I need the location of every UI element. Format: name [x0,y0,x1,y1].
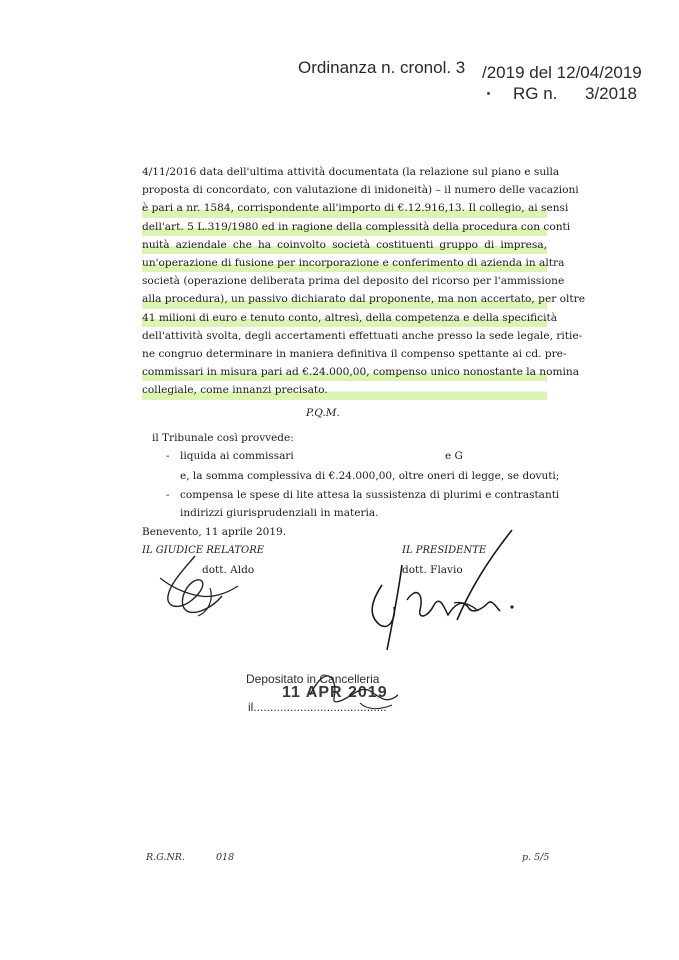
president-name: dott. Flavio [402,564,463,576]
pqm-heading: P.Q.M. [306,407,340,419]
president-signature [362,525,532,655]
paragraph-line: dell'attività svolta, degli accertamenti effettuati anche presso la sede legale, ritie- [142,329,583,342]
paragraph-line: commissari in misura pari ad €.24.000,00, compenso unico nonostante la nomina [142,363,547,381]
paragraph-line: 4/11/2016 data dell'ultima attività documentata (la relazione sul piano e sulla [142,166,560,178]
header-rg-label: RG n. [513,84,558,103]
paragraph-line: proposta di concordato, con valutazione di inidoneità) – il numero delle vacazioni [142,184,579,197]
footer-page: p. 5/5 [522,852,550,863]
paragraph-line: 41 milioni di euro e tenuto conto, altresì, della competenza e della specificità [142,309,547,327]
decree-paragraph [142,163,585,400]
footer-number: 018 [216,852,235,863]
judge-name: dott. Aldo [202,564,255,576]
paragraph-line: è pari a nr. 1584, corrispondente all'importo di €.12.916,13. Il collegio, ai sensi [142,199,547,217]
judge-title: IL GIUDICE RELATORE [142,545,265,556]
paragraph-line: nuità aziendale che ha coinvolto società costituenti gruppo di impresa, [142,236,547,254]
paragraph-line: un'operazione di fusione per incorporazione e conferimento di azienda in altra [142,254,547,272]
bullet-1-line1a: liquida ai commissari [180,450,294,462]
header-dot [487,92,490,95]
deposit-stamp-date: 11 APR 2019 [282,684,388,701]
header-rg-number: 3/2018 [585,84,637,103]
deposit-stamp-il: il........................................ [248,700,387,714]
paragraph-line: ne congruo determinare in maniera definitiva il compenso spettante ai cd. pre- [142,348,567,361]
paragraph-line: società (operazione deliberata prima del deposito del ricorso per l'ammissione [142,275,565,288]
place-date: Benevento, 11 aprile 2019. [142,526,287,538]
deposit-stamp-signature [300,665,410,715]
president-title: IL PRESIDENTE [402,545,487,556]
paragraph-line: dell'art. 5 L.319/1980 ed in ragione della complessità della procedura con conti [142,218,547,236]
bullet-2-line1: compensa le spese di lite attesa la sussistenza di plurimi e contrastanti [180,489,560,501]
header-order-date: /2019 del 12/04/2019 [482,63,642,82]
deposit-stamp-label: Depositato in Cancelleria [246,672,380,686]
bullet-1-line2: e, la somma complessiva di €.24.000,00, oltre oneri di legge, se dovuti; [180,470,560,482]
judge-signature [140,548,260,628]
bullet-1-line1b: e G [445,450,463,462]
bullet-dash-2: - [166,489,170,501]
header-order-number [298,58,465,78]
footer-rgnr: R.G.NR. [146,852,185,863]
paragraph-line: alla procedura), un passivo dichiarato dal proponente, ma non accertato, per oltre [142,290,547,308]
header-order-label: Ordinanza n. cronol. 3 [298,58,466,77]
tribunale-provvede: il Tribunale così provvede: [152,432,294,444]
paragraph-line: collegiale, come innanzi precisato. [142,381,547,399]
bullet-dash-1: - [166,450,170,462]
bullet-2-line2: indirizzi giurisprudenziali in materia. [180,507,379,519]
